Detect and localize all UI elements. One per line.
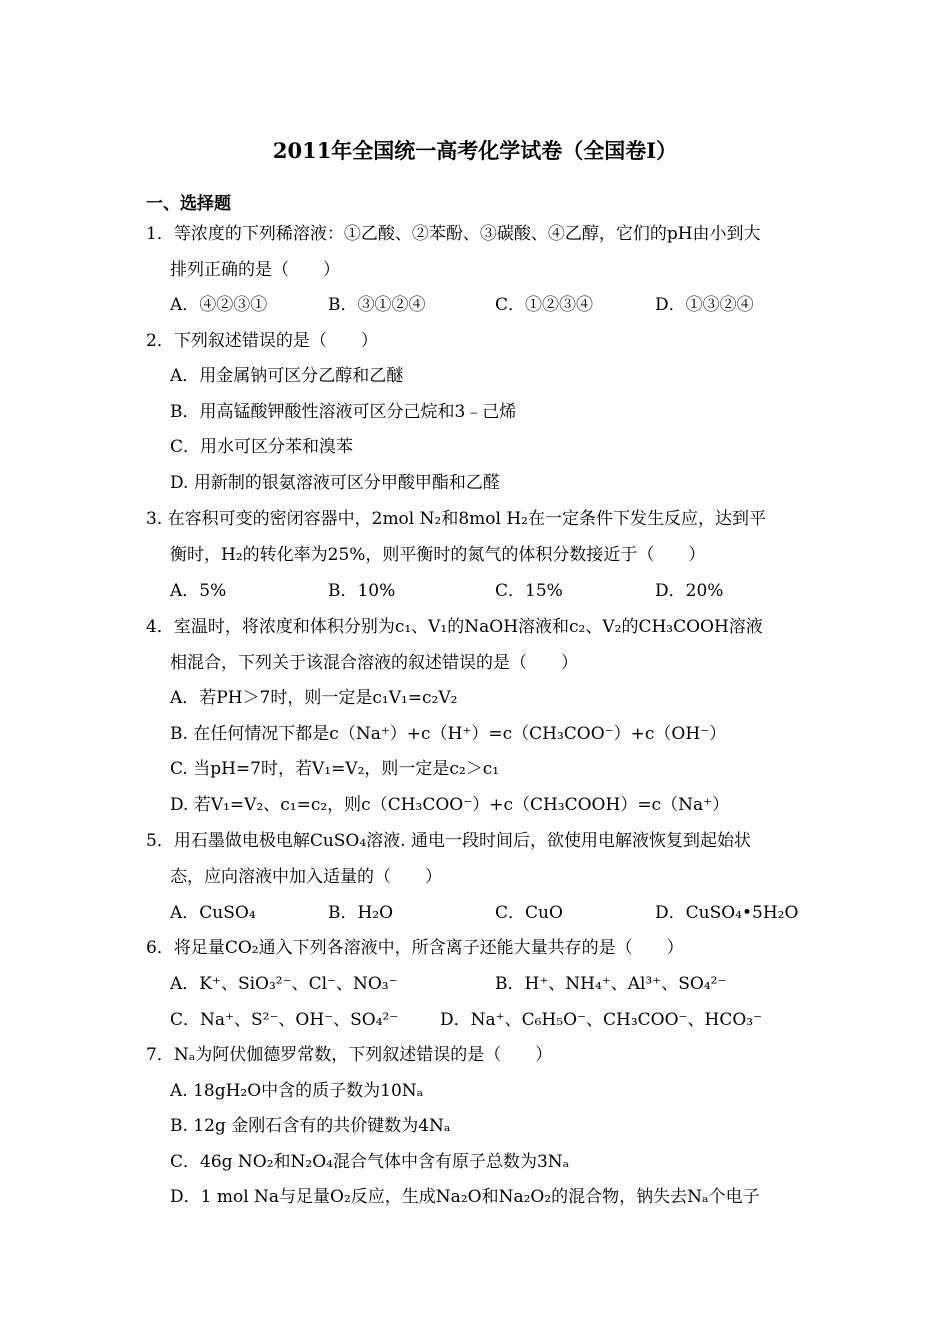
question-6-option-c: C．Na⁺、S²⁻、OH⁻、SO₄²⁻ (170, 1010, 399, 1030)
section-heading: 一、选择题 (146, 194, 231, 214)
question-4-option-c: C. 当pH=7时，若V₁=V₂，则一定是c₂＞c₁ (170, 759, 500, 779)
question-2-option-c: C．用水可区分苯和溴苯 (170, 437, 354, 457)
question-3-option-a: A．5% (170, 581, 227, 601)
question-6-stem: 6．将足量CO₂通入下列各溶液中，所含离子还能大量共存的是（ ） (146, 938, 684, 958)
question-5-stem-line-1: 5．用石墨做电极电解CuSO₄溶液. 通电一段时间后，欲使用电解液恢复到起始状 (146, 831, 751, 851)
question-4-stem-line-1: 4．室温时，将浓度和体积分别为c₁、V₁的NaOH溶液和c₂、V₂的CH₃COOH溶液 (146, 617, 763, 637)
question-3-option-c: C．15% (495, 581, 563, 601)
question-6-option-b: B．H⁺、NH₄⁺、Al³⁺、SO₄²⁻ (495, 974, 727, 994)
question-7-stem: 7．Nₐ为阿伏伽德罗常数，下列叙述错误的是（ ） (146, 1045, 553, 1065)
question-1-stem-line-1: 1．等浓度的下列稀溶液：①乙酸、②苯酚、③碳酸、④乙醇，它们的pH由小到大 (146, 224, 761, 244)
question-7-option-c: C．46g NO₂和N₂O₄混合气体中含有原子总数为3Nₐ (170, 1152, 570, 1172)
question-6-option-a: A．K⁺、SiO₃²⁻、Cl⁻、NO₃⁻ (170, 974, 398, 994)
question-2-stem: 2．下列叙述错误的是（ ） (146, 331, 378, 351)
question-3-stem-line-2: 衡时，H₂的转化率为25%，则平衡时的氮气的体积分数接近于（ ） (170, 545, 706, 565)
question-7-option-d: D．1 mol Na与足量O₂反应，生成Na₂O和Na₂O₂的混合物，钠失去Nₐ个电子 (170, 1187, 760, 1207)
question-4-stem-line-2: 相混合，下列关于该混合溶液的叙述错误的是（ ） (170, 653, 578, 673)
question-1-option-c: C．①②③④ (495, 295, 594, 315)
question-7-option-a: A. 18gH₂O中含的质子数为10Nₐ (170, 1081, 424, 1101)
question-5-option-b: B．H₂O (328, 903, 394, 923)
question-4-option-b: B. 在任何情况下都是c（Na⁺）+c（H⁺）=c（CH₃COO⁻）+c（OH⁻） (170, 724, 727, 744)
question-2-option-b: B．用高锰酸钾酸性溶液可区分己烷和3﹣己烯 (170, 402, 517, 422)
question-5-option-c: C．CuO (495, 903, 563, 923)
question-1-stem-line-2: 排列正确的是（ ） (170, 260, 340, 280)
page-title: 2011年全国统一高考化学试卷（全国卷Ⅰ） (272, 138, 678, 163)
question-4-option-a: A．若PH＞7时，则一定是c₁V₁=c₂V₂ (170, 688, 458, 708)
question-2-option-a: A．用金属钠可区分乙醇和乙醚 (170, 366, 404, 386)
question-1-option-b: B．③①②④ (328, 295, 426, 315)
question-1-option-a: A．④②③① (170, 295, 268, 315)
question-3-option-d: D．20% (655, 581, 724, 601)
question-7-option-b: B. 12g 金刚石含有的共价键数为4Nₐ (170, 1116, 451, 1136)
question-4-option-d: D. 若V₁=V₂、c₁=c₂，则c（CH₃COO⁻）+c（CH₃COOH）=c（Na⁺） (170, 795, 730, 815)
question-3-stem-line-1: 3. 在容积可变的密闭容器中，2mol N₂和8mol H₂在一定条件下发生反应，达到平 (146, 509, 766, 529)
question-5-option-d: D．CuSO₄•5H₂O (655, 903, 799, 923)
question-3-option-b: B．10% (328, 581, 396, 601)
question-2-option-d: D. 用新制的银氨溶液可区分甲酸甲酯和乙醛 (170, 473, 500, 493)
question-1-option-d: D．①③②④ (655, 295, 754, 315)
question-6-option-d: D．Na⁺、C₆H₅O⁻、CH₃COO⁻、HCO₃⁻ (440, 1010, 763, 1030)
question-5-option-a: A．CuSO₄ (170, 903, 256, 923)
question-5-stem-line-2: 态，应向溶液中加入适量的（ ） (170, 867, 442, 887)
